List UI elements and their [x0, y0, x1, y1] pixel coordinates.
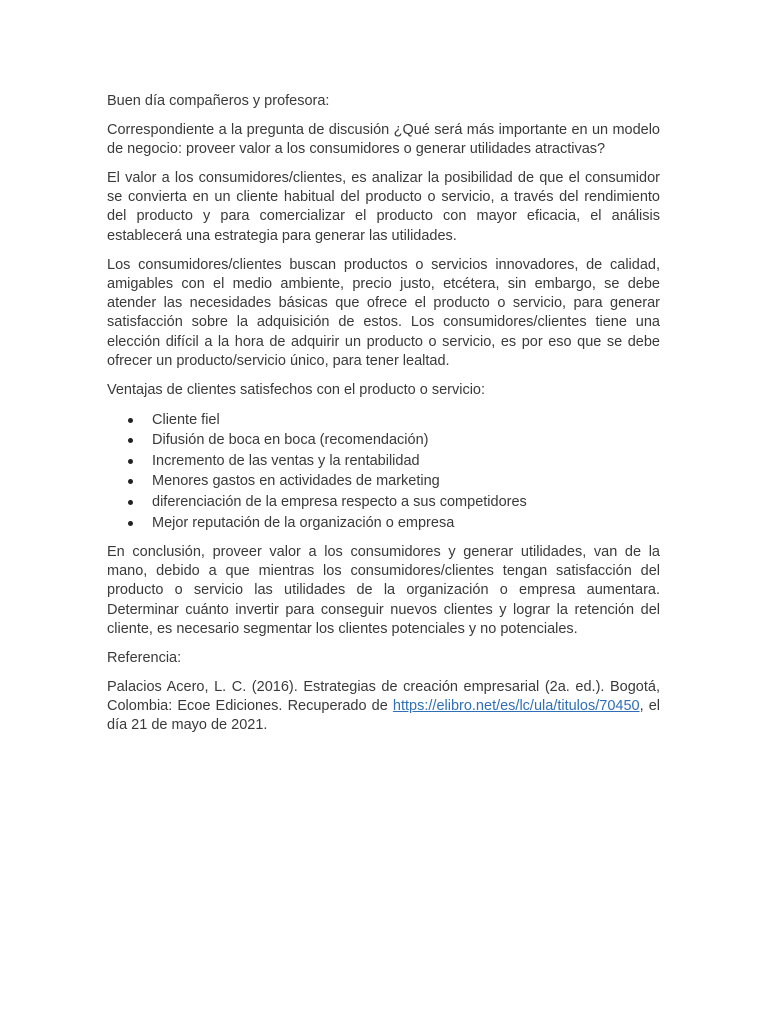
list-item: [107, 513, 660, 534]
list-item: [107, 492, 660, 513]
reference-access-date: , el día 21 de mayo de 2021.: [107, 697, 661, 734]
advantages-list: [107, 410, 660, 534]
list-item: [107, 471, 660, 492]
bullet-icon: [128, 438, 133, 443]
list-item: [107, 451, 660, 472]
bullet-icon: [128, 521, 133, 526]
paragraph-consumer-needs: Los consumidores/clientes buscan productos o servicios innovadores, de calidad, amigables con el medio ambiente, precio justo, etcétera, sin embargo, se debe atender las necesidades básicas que ofrece el producto o servicio, para generar satisfacción sobre la adquisición de estos. Los consumidores/clientes tiene una elección difícil a la hora de adquirir un producto o servicio, es por eso que se debe ofrecer un producto/servicio único, para tener lealtad.: [107, 256, 660, 370]
bullet-icon: [128, 459, 133, 464]
list-item: [107, 430, 660, 451]
list-item-text: Mejor reputación de la organización o empresa: [152, 514, 455, 531]
paragraph-value-to-consumers: El valor a los consumidores/clientes, es analizar la posibilidad de que el consumidor se convierta en un cliente habitual del producto o servicio, a través del rendimiento del producto y para comercializar el producto con mayor eficacia, el análisis establecerá una estrategia para generar las utilidades.: [107, 169, 660, 244]
reference-link[interactable]: https://elibro.net/es/lc/ula/titulos/70450: [392, 697, 640, 714]
reference-citation: [107, 678, 660, 736]
advantages-heading: Ventajas de clientes satisfechos con el producto o servicio:: [107, 381, 486, 398]
list-item-text: Cliente fiel: [152, 411, 220, 428]
bullet-icon: [128, 500, 133, 505]
bullet-icon: [128, 479, 133, 484]
document-page: [107, 92, 660, 745]
list-item: [107, 410, 660, 431]
conclusion-paragraph: En conclusión, proveer valor a los consumidores y generar utilidades, van de la mano, debido a que mientras los consumidores/clientes tengan satisfacción del producto o servicio las utilidades de la organización o empresa aumentara. Determinar cuánto invertir para conseguir nuevos clientes y lograr la retención del cliente, es necesario segmentar los clientes potenciales y no potenciales.: [107, 543, 660, 637]
reference-heading: Referencia:: [107, 649, 182, 666]
discussion-question: Correspondiente a la pregunta de discusión ¿Qué será más importante en un modelo de negocio: proveer valor a los consumidores o generar utilidades atractivas?: [107, 121, 660, 158]
list-item-text: Difusión de boca en boca (recomendación): [152, 432, 429, 449]
greeting: Buen día compañeros y profesora:: [107, 93, 330, 109]
bullet-icon: [128, 418, 133, 423]
list-item-text: Menores gastos en actividades de marketing: [152, 473, 440, 490]
reference-text: Palacios Acero, L. C. (2016). Estrategias de creación empresarial (2a. ed.). Bogotá, Colombia: Ecoe Ediciones. Recuperado de: [107, 678, 660, 714]
list-item-text: Incremento de las ventas y la rentabilidad: [152, 452, 420, 469]
list-item-text: diferenciación de la empresa respecto a sus competidores: [152, 494, 527, 511]
